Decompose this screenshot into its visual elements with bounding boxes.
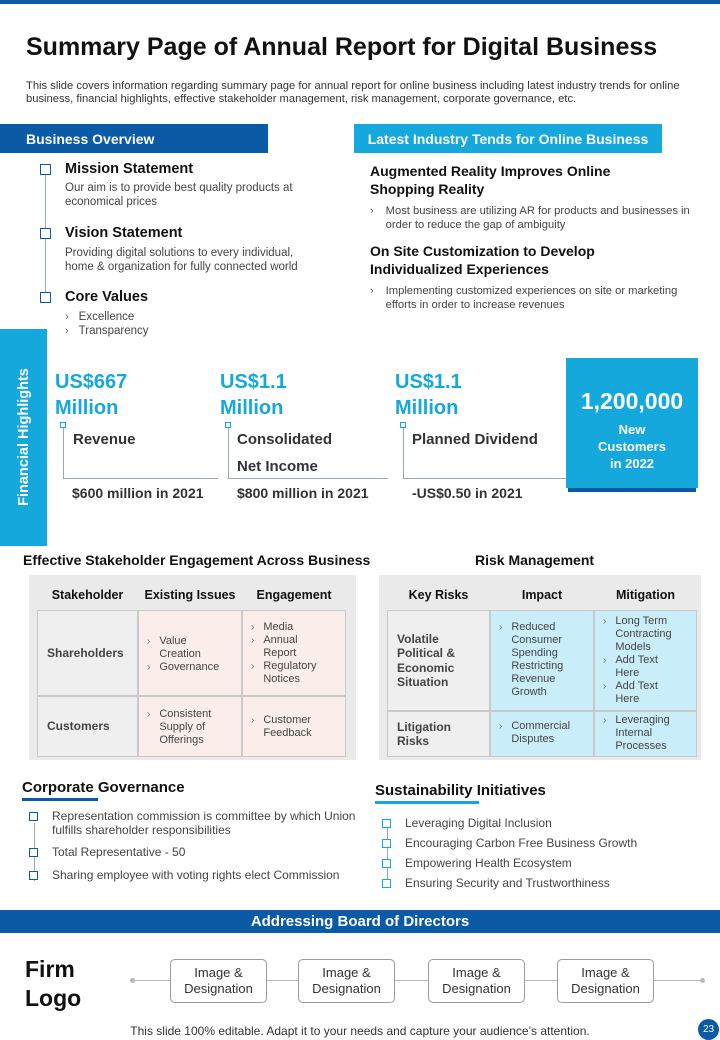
list-item: › Consistent Supply of Offerings: [147, 708, 212, 746]
mission-square-icon: [40, 164, 51, 175]
table-cell: [242, 610, 346, 696]
board-member-card: Image & Designation: [428, 959, 525, 1003]
list-item: › Media: [251, 621, 294, 633]
governance-underline: [22, 798, 98, 801]
table-header: Existing Issues: [144, 588, 236, 602]
table-cell: [138, 696, 242, 757]
chevron-right-icon: ›: [370, 205, 374, 217]
list-item: › Add Text Here: [603, 654, 658, 679]
page-number: 23: [698, 1019, 719, 1040]
chevron-right-icon: ›: [147, 662, 151, 673]
revenue-label: Revenue: [73, 431, 136, 448]
net-income-amount: US$1.1 Million: [220, 371, 287, 419]
chevron-right-icon: ›: [251, 715, 255, 726]
governance-title: Corporate Governance: [22, 779, 185, 796]
square-bullet-icon: [29, 871, 38, 880]
core-values-list: [65, 310, 149, 338]
vision-text: Providing digital solutions to every individual, home & organization for fully connected world: [65, 247, 298, 273]
table-row-label: Customers: [37, 696, 138, 757]
table-cell: [490, 610, 594, 711]
core-values-heading: Core Values: [65, 289, 149, 305]
table-row-label: Volatile Political & Economic Situation: [387, 610, 490, 711]
top-accent-bar: [0, 0, 720, 4]
sustainability-title: Sustainability Initiatives: [375, 782, 546, 799]
table-header: Mitigation: [615, 588, 675, 602]
firm-logo: Firm Logo: [25, 956, 82, 1011]
new-customers-box: [566, 358, 698, 488]
chevron-right-icon: ›: [370, 285, 374, 297]
list-item: › Transparency: [65, 325, 149, 337]
chevron-right-icon: ›: [603, 715, 607, 726]
new-customers-number: 1,200,000: [580, 388, 684, 414]
list-item: › Regulatory Notices: [251, 660, 317, 685]
table-cell: [594, 711, 697, 757]
list-item: Leveraging Digital Inclusion: [382, 816, 702, 836]
list-item: Representation commission is committee by which Union fulfills shareholder responsibilities: [29, 809, 359, 845]
stakeholder-title: Effective Stakeholder Engagement Across Business: [23, 552, 371, 568]
table-header: Engagement: [256, 588, 332, 602]
net-income-label: Consolidated Net Income: [237, 431, 333, 475]
list-item: › Annual Report: [251, 634, 298, 659]
list-item: › Excellence: [65, 311, 135, 323]
list-item: Restricting Revenue Growth: [511, 660, 564, 698]
trend-heading: Augmented Reality Improves Online Shopping Reality: [370, 163, 611, 197]
list-item: › Reduced Consumer Spending: [499, 621, 563, 659]
connector-line: [63, 428, 64, 478]
mission-heading: Mission Statement: [65, 161, 194, 177]
list-item: › Governance: [147, 661, 220, 673]
square-bullet-icon: [29, 848, 38, 857]
list-item: › Long Term Contracting Models: [603, 615, 672, 653]
financial-highlights-label: Financial Highlights: [16, 368, 32, 506]
chevron-right-icon: ›: [65, 311, 69, 323]
chevron-right-icon: ›: [499, 721, 503, 732]
footer-note: This slide 100% editable. Adapt it to your needs and capture your audience’s attention.: [130, 1024, 590, 1038]
table-header: Stakeholder: [51, 588, 124, 602]
list-item: › Customer Feedback: [251, 714, 312, 739]
trend-heading: On Site Customization to Develop Individualized Experiences: [370, 243, 595, 277]
board-member-card: Image & Designation: [557, 959, 654, 1003]
board-member-card: Image & Designation: [298, 959, 395, 1003]
square-bullet-icon: [382, 839, 391, 848]
dividend-label: Planned Dividend: [412, 431, 538, 448]
chevron-right-icon: ›: [499, 622, 503, 633]
connector-line: [63, 478, 218, 479]
connector-line: [403, 428, 404, 478]
list-item: › Value Creation: [147, 635, 201, 660]
vision-square-icon: [40, 228, 51, 239]
list-item: Empowering Health Ecosystem: [382, 856, 702, 876]
table-row-label: Litigation Risks: [387, 711, 490, 757]
vision-heading: Vision Statement: [65, 225, 183, 241]
revenue-previous: $600 million in 2021: [72, 485, 204, 501]
core-values-square-icon: [40, 292, 51, 303]
table-cell: [594, 610, 697, 711]
connector-dot: [700, 978, 705, 983]
chevron-right-icon: ›: [251, 622, 255, 633]
square-bullet-icon: [382, 819, 391, 828]
risk-title: Risk Management: [475, 552, 595, 568]
list-item: › Add Text Here: [603, 680, 658, 705]
chevron-right-icon: ›: [603, 655, 607, 666]
list-item: Encouraging Carbon Free Business Growth: [382, 836, 702, 856]
industry-trends-header: Latest Industry Tends for Online Business: [354, 124, 662, 153]
chevron-right-icon: ›: [147, 636, 151, 647]
table-row-label: Shareholders: [37, 610, 138, 696]
table-cell: [490, 711, 594, 757]
square-bullet-icon: [29, 812, 38, 821]
table-header: Impact: [521, 588, 563, 602]
connector-line: [228, 428, 229, 478]
net-income-previous: $800 million in 2021: [237, 485, 369, 501]
table-cell: [138, 610, 242, 696]
square-bullet-icon: [382, 879, 391, 888]
chevron-right-icon: ›: [603, 681, 607, 692]
connector-line: [403, 478, 568, 479]
chevron-right-icon: ›: [251, 635, 255, 646]
table-header: Key Risks: [408, 588, 469, 602]
board-header: Addressing Board of Directors: [0, 910, 720, 933]
list-item: Ensuring Security and Trustworthiness: [382, 876, 702, 896]
business-overview-header: Business Overview: [0, 124, 268, 153]
board-member-card: Image & Designation: [170, 959, 267, 1003]
mission-text: Our aim is to provide best quality products at economical prices: [65, 182, 293, 208]
governance-list: [29, 809, 359, 882]
chevron-right-icon: ›: [603, 616, 607, 627]
page-title: Summary Page of Annual Report for Digital Business: [26, 33, 658, 61]
list-item: Total Representative - 50: [29, 845, 359, 868]
revenue-amount: US$667 Million: [55, 371, 128, 419]
dividend-amount: US$1.1 Million: [395, 371, 462, 419]
dividend-previous: -US$0.50 in 2021: [412, 485, 523, 501]
new-customers-label: New Customers in 2022: [598, 422, 666, 471]
chevron-right-icon: ›: [251, 661, 255, 672]
square-bullet-icon: [382, 859, 391, 868]
chevron-right-icon: ›: [65, 325, 69, 337]
table-cell: [242, 696, 346, 757]
trend-text: › Most business are utilizing AR for products and businesses in order to reduce the gap of ambiguity: [370, 205, 690, 231]
list-item: › Commercial Disputes: [499, 720, 571, 745]
sustainability-underline: [375, 801, 479, 804]
page-subtitle: This slide covers information regarding summary page for annual report for online business including latest industry trends for online business, financial highlights, effective stakeholder management, risk management, corporate governance, etc.: [26, 80, 680, 105]
connector-dot: [130, 978, 135, 983]
list-item: › Leveraging Internal Processes: [603, 714, 670, 752]
list-item: Sharing employee with voting rights elect Commission: [29, 868, 359, 882]
sustainability-list: [382, 816, 702, 896]
trend-text: › Implementing customized experiences on site or marketing efforts in order to increase revenues: [370, 285, 678, 311]
chevron-right-icon: ›: [147, 709, 151, 720]
